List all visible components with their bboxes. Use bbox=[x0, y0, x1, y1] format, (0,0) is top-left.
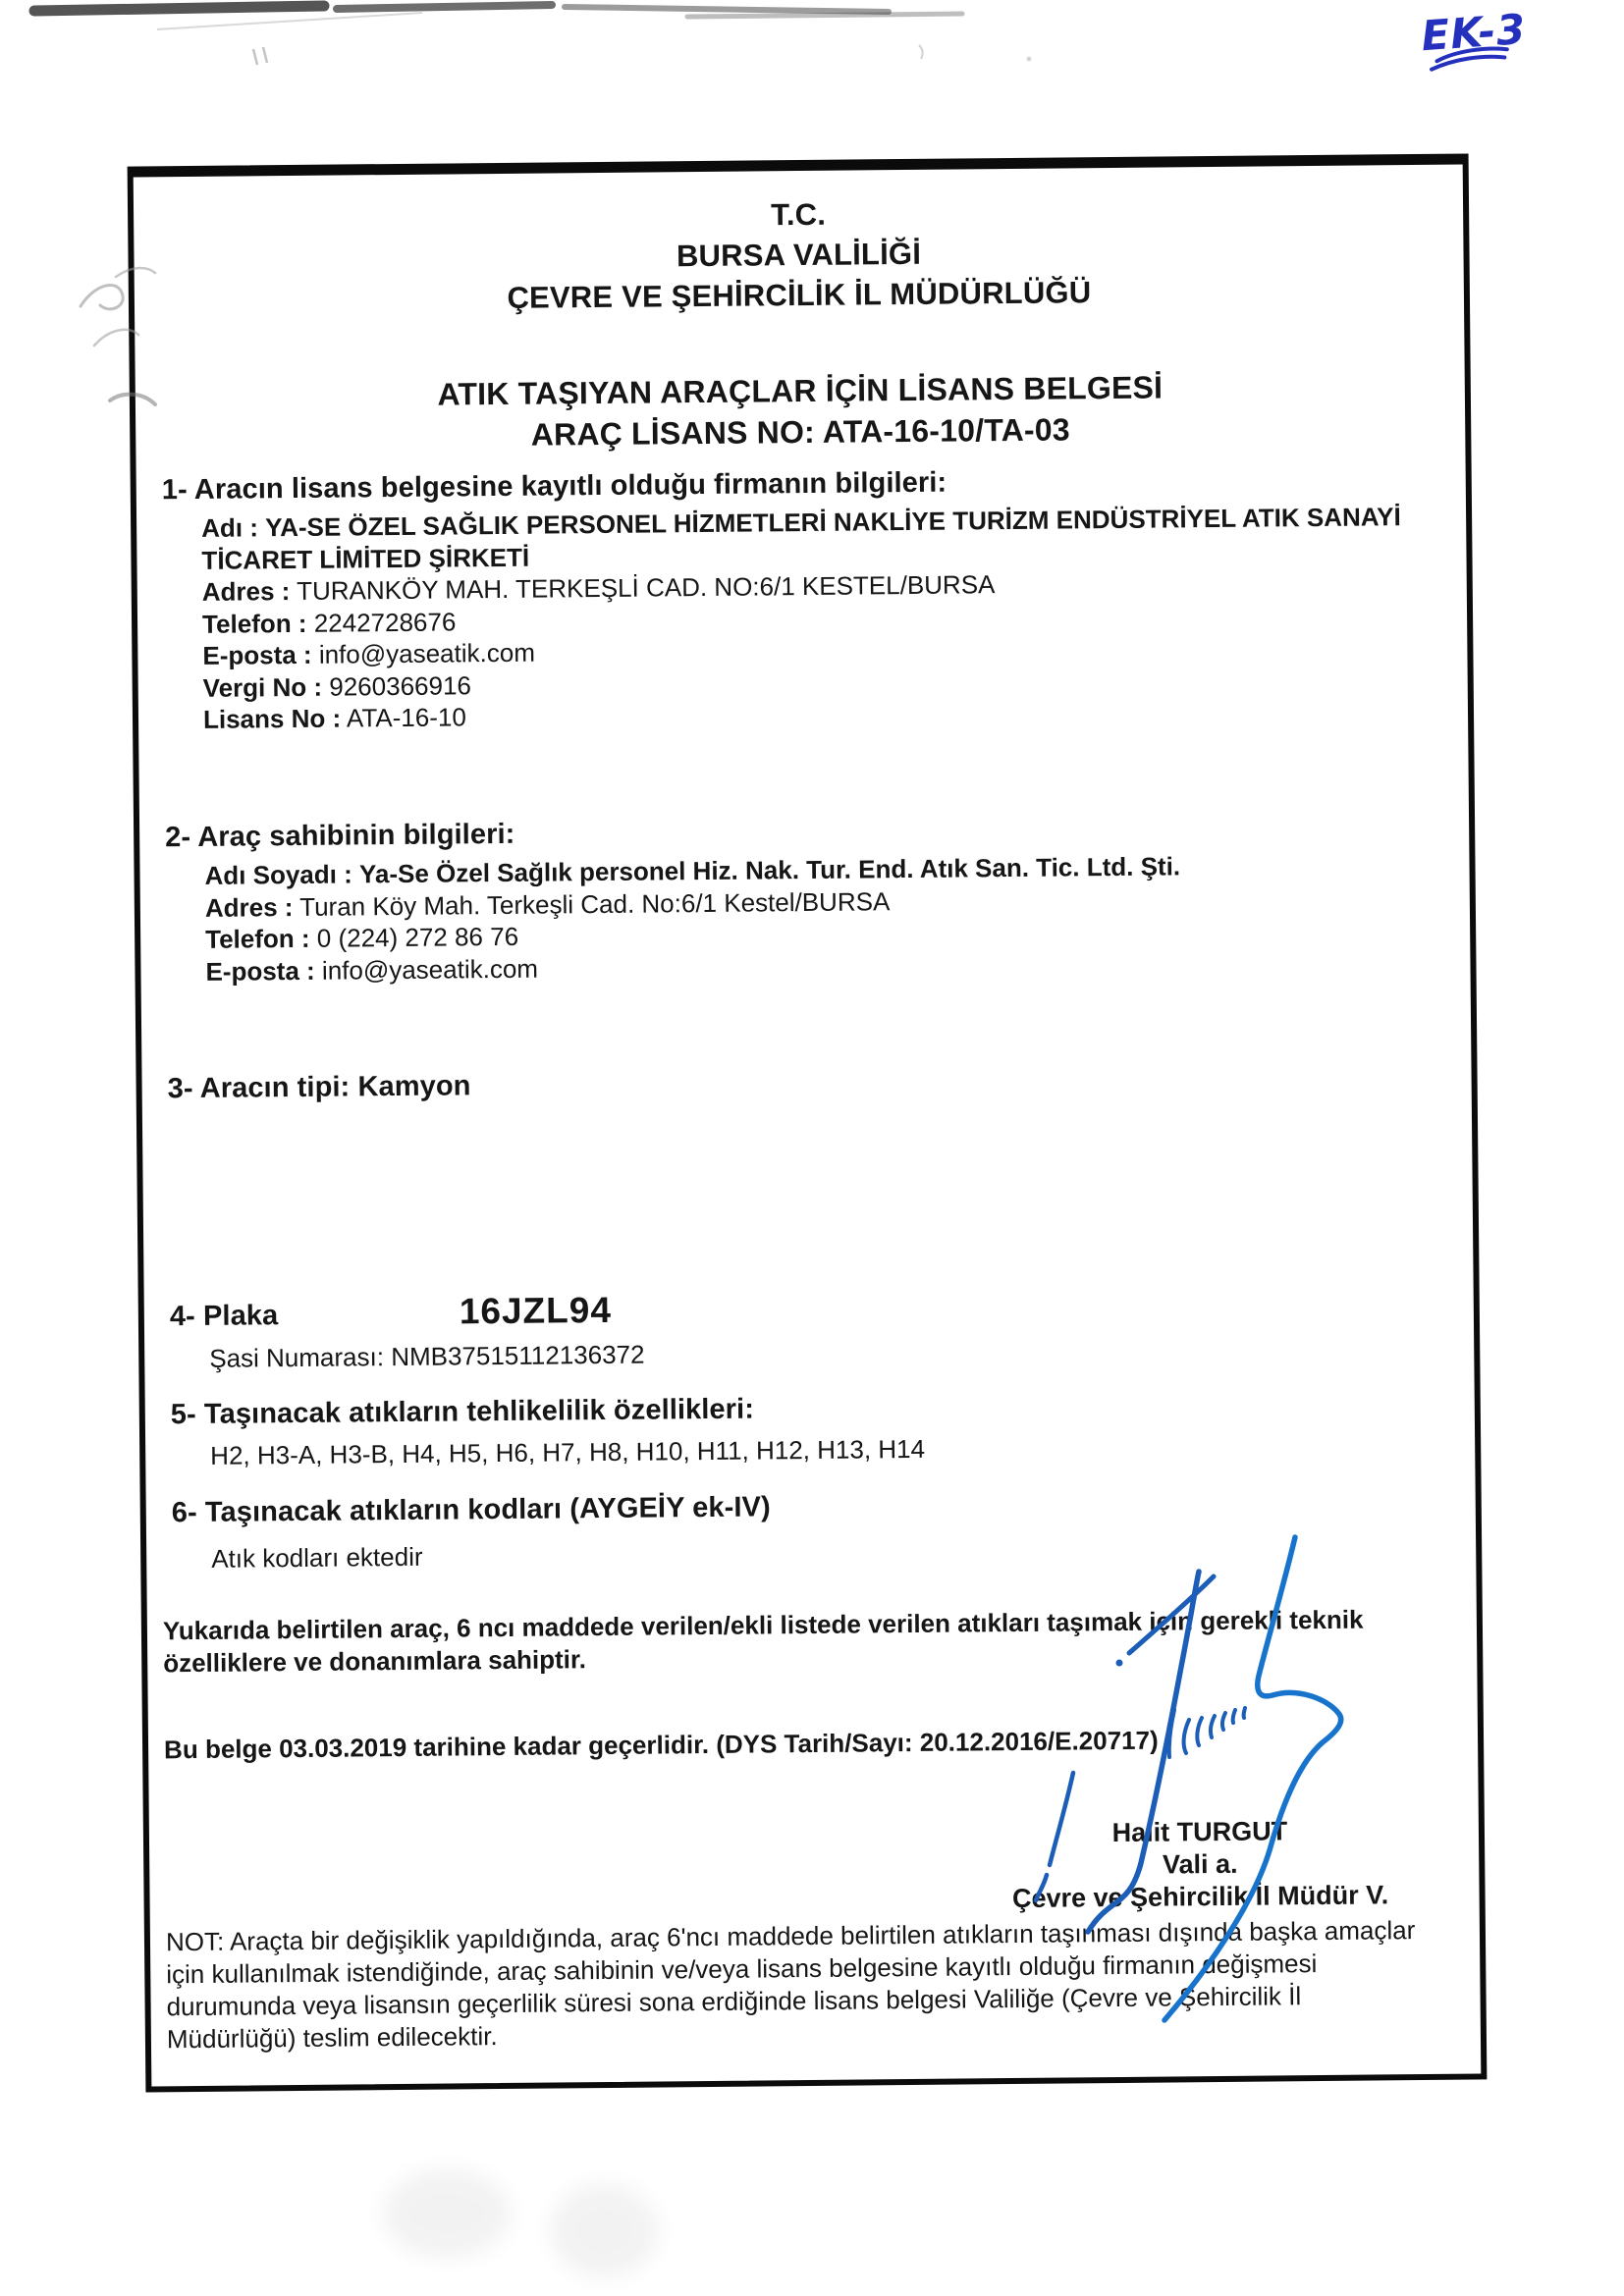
ek3-annotation-text: EK-3 bbox=[1419, 4, 1528, 61]
chassis-value: NMB37515112136372 bbox=[391, 1339, 645, 1372]
document-title-line1: ATIK TAŞIYAN ARAÇLAR İÇİN LİSANS BELGESİ bbox=[437, 369, 1164, 412]
document-title bbox=[135, 364, 1466, 459]
chassis-line bbox=[209, 1340, 645, 1374]
section2-fields bbox=[204, 850, 1181, 988]
section1-heading: 1- Aracın lisans belgesine kayıtlı olduğu firmanın bilgileri: bbox=[161, 466, 947, 507]
document-title-line2: ARAÇ LİSANS NO: ATA-16-10/TA-03 bbox=[530, 411, 1070, 453]
plate-number: 16JZL94 bbox=[459, 1289, 613, 1332]
document-border-box bbox=[128, 153, 1488, 2092]
scan-smudge bbox=[383, 2169, 511, 2258]
scanner-streak-artifacts bbox=[34, 5, 1032, 65]
field-company-email: E-posta : info@yaseatik.com bbox=[202, 637, 536, 670]
validity-line: Bu belge 03.03.2019 tarihine kadar geçerlidir. (DYS Tarih/Sayı: 20.12.2016/E.20717) bbox=[163, 1725, 1159, 1765]
waste-codes-note: Atık kodları ektedir bbox=[211, 1541, 423, 1574]
letterhead-directorate: ÇEVRE VE ŞEHİRCİLİK İL MÜDÜRLÜĞÜ bbox=[507, 275, 1092, 315]
signatory-role2: Çevre ve Şehircilik İl Müdür V. bbox=[1011, 1880, 1389, 1914]
hazard-codes: H2, H3-A, H3-B, H4, H5, H6, H7, H8, H10, H11, H12, H13, H14 bbox=[210, 1433, 926, 1470]
field-company-address: Adres : TURANKÖY MAH. TERKEŞLİ CAD. NO:6/1 KESTEL/BURSA bbox=[201, 569, 996, 607]
signatory-name: Halit TURGUT bbox=[1111, 1816, 1288, 1848]
field-owner-address: Adres : Turan Köy Mah. Terkeşli Cad. No:6/1 Kestel/BURSA bbox=[204, 885, 891, 923]
field-company-name: Adı : YA-SE ÖZEL SAĞLIK PERSONEL HİZMETLERİ NAKLİYE TURİZM ENDÜSTRİYEL ATIK SANAYİ TİCARET LİMİTED ŞİRKETİ bbox=[201, 502, 1401, 575]
technical-statement: Yukarıda belirtilen araç, 6 ncı maddede verilen/ekli listede verilen atıkları taşımak için gerekli teknik özelliklere ve donanımlara sahiptir. bbox=[162, 1604, 1364, 1679]
chassis-label: Şasi Numarası: bbox=[209, 1342, 385, 1373]
letterhead-tc: T.C. bbox=[770, 196, 827, 233]
field-owner-phone: Telefon : 0 (224) 272 86 76 bbox=[205, 921, 519, 954]
scan-smudge bbox=[550, 2184, 658, 2277]
signatory-role1: Vali a. bbox=[1162, 1848, 1238, 1880]
signatory-block bbox=[925, 1814, 1476, 1916]
section5-heading: 5- Taşınacak atıkların tehlikelilik özellikleri: bbox=[170, 1393, 755, 1431]
section3-heading: 3- Aracın tipi: Kamyon bbox=[167, 1070, 471, 1105]
note-paragraph: NOT: Araçta bir değişiklik yapıldığında, araç 6'ncı maddede belirtilen atıkların taşınması dışında başka amaçlar için kullanılmak istendiğinde, araç sahibinin ve/veya lisans belgesine kayıtlı olduğu firmanın değişmesi durumunda veya lisansın geçerlilik süresi sona erdiğinde lisans belgesi Valiliğe (Çevre ve Şehircilik İl Müdürlüğü) teslim edilecektir. bbox=[165, 1915, 1416, 2055]
letterhead-governorship: BURSA VALİLİĞİ bbox=[676, 236, 922, 274]
ek3-underline-scribble bbox=[1431, 47, 1508, 69]
field-owner-name: Adı Soyadı : Ya-Se Özel Sağlık personel Hiz. Nak. Tur. End. Atık San. Tic. Ltd. Şti. bbox=[204, 851, 1181, 890]
field-company-licenseno: Lisans No : ATA-16-10 bbox=[202, 702, 466, 734]
letterhead bbox=[134, 188, 1464, 322]
section6-heading: 6- Taşınacak atıkların kodları (AYGEİY ek-IV) bbox=[171, 1491, 771, 1529]
section1-fields bbox=[201, 501, 1403, 735]
field-company-taxno: Vergi No : 9260366916 bbox=[202, 669, 472, 703]
field-owner-email: E-posta : info@yaseatik.com bbox=[205, 953, 539, 987]
ek3-annotation bbox=[1420, 5, 1529, 70]
field-company-phone: Telefon : 2242728676 bbox=[201, 606, 457, 639]
plate-label: 4- Plaka bbox=[169, 1300, 279, 1333]
section4-heading bbox=[169, 1289, 613, 1333]
section2-heading: 2- Araç sahibinin bilgileri: bbox=[165, 818, 515, 854]
